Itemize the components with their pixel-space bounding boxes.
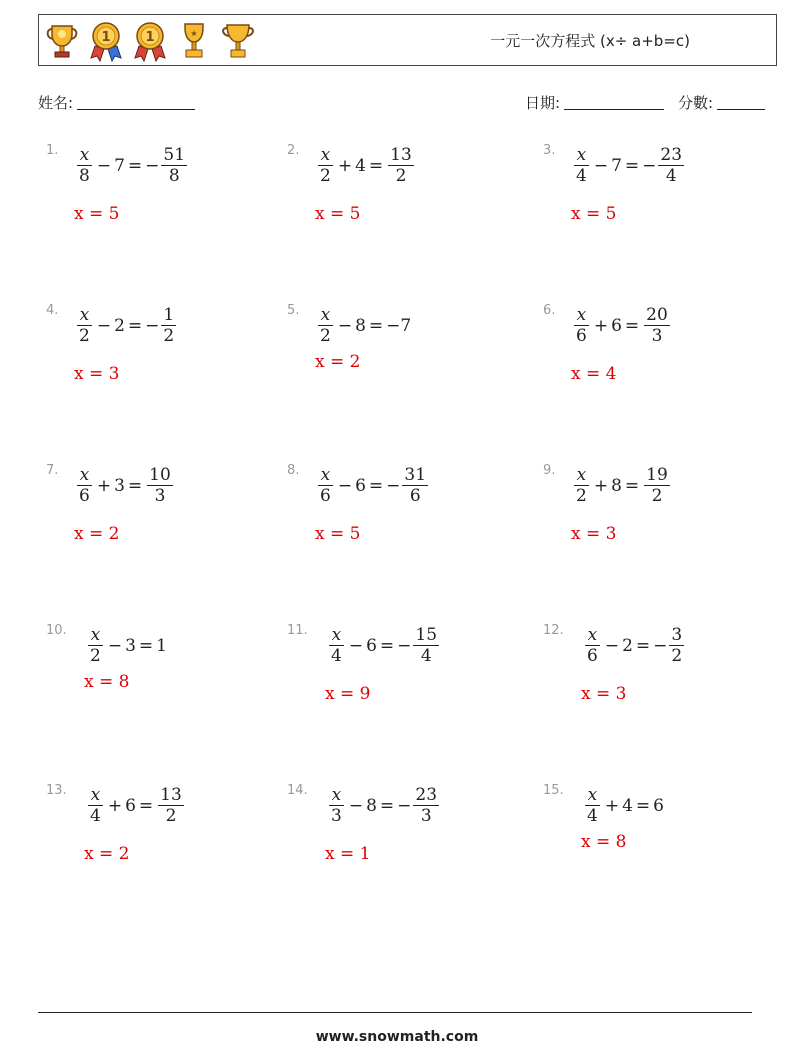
answer: x = 5 — [315, 524, 361, 544]
lhs-numerator: x — [587, 785, 598, 805]
rhs-value: 6 — [653, 795, 664, 816]
equation — [316, 465, 430, 506]
problem-item — [46, 303, 246, 413]
lhs-numerator: x — [331, 785, 342, 805]
rhs-numerator: 23 — [415, 785, 438, 805]
lhs-fraction — [329, 625, 344, 666]
rhs-denominator: 4 — [665, 166, 677, 186]
problem-number: 9. — [543, 463, 556, 478]
equals-sign: = — [138, 795, 154, 816]
score-field — [678, 92, 765, 113]
constant: 8 — [366, 795, 377, 816]
lhs-denominator: 6 — [320, 486, 331, 506]
problem-item — [46, 783, 246, 893]
icon-row — [43, 20, 257, 62]
problem-number: 11. — [287, 623, 308, 638]
lhs-denominator: 4 — [90, 806, 101, 826]
score-blank[interactable] — [717, 95, 765, 110]
rhs-denominator: 4 — [420, 646, 432, 666]
operator: + — [107, 795, 123, 816]
problem-item — [287, 623, 487, 733]
equals-sign: = — [635, 635, 651, 656]
problem-item — [287, 463, 487, 573]
rhs-sign: − — [145, 155, 160, 176]
problem-item — [543, 463, 743, 573]
operator: − — [337, 315, 353, 336]
answer: x = 4 — [571, 364, 617, 384]
constant: 6 — [611, 315, 622, 336]
problem-number: 14. — [287, 783, 308, 798]
answer: x = 5 — [74, 204, 120, 224]
constant: 2 — [622, 635, 633, 656]
problem-number: 6. — [543, 303, 556, 318]
rhs-fraction — [402, 465, 428, 506]
lhs-fraction — [77, 465, 92, 506]
rhs-sign: − — [653, 635, 668, 656]
rhs-sign: − — [386, 475, 401, 496]
lhs-denominator: 6 — [587, 646, 598, 666]
trophy-icon — [219, 20, 257, 62]
lhs-numerator: x — [90, 625, 101, 645]
lhs-numerator: x — [576, 305, 587, 325]
equation — [75, 305, 178, 346]
equation — [75, 465, 175, 506]
name-blank[interactable] — [77, 95, 195, 110]
equals-sign: = — [138, 635, 154, 656]
rhs-denominator: 2 — [395, 166, 407, 186]
equation — [316, 305, 411, 346]
operator: + — [96, 475, 112, 496]
problem-item — [543, 303, 743, 413]
equation — [572, 305, 672, 346]
rhs-denominator: 2 — [165, 806, 177, 826]
rhs-numerator: 15 — [415, 625, 438, 645]
problem-number: 1. — [46, 143, 59, 158]
worksheet-header — [38, 14, 777, 66]
operator: − — [593, 155, 609, 176]
operator: + — [337, 155, 353, 176]
equation — [572, 465, 672, 506]
answer: x = 3 — [571, 524, 617, 544]
rhs-numerator: 19 — [646, 465, 668, 485]
rhs-fraction — [161, 145, 187, 186]
lhs-fraction — [77, 305, 92, 346]
rhs-sign: − — [397, 635, 412, 656]
date-label: 日期: — [525, 94, 561, 112]
answer: x = 1 — [325, 844, 371, 864]
constant: 6 — [355, 475, 366, 496]
lhs-denominator: 6 — [576, 326, 587, 346]
operator: − — [96, 155, 112, 176]
rhs-numerator: 10 — [149, 465, 171, 485]
problem-item — [543, 623, 743, 733]
problem-number: 3. — [543, 143, 556, 158]
lhs-numerator: x — [587, 625, 598, 645]
worksheet-title: 一元一次方程式 (x÷ a+b=c) — [490, 32, 690, 50]
equals-sign: = — [368, 315, 384, 336]
problem-number: 7. — [46, 463, 59, 478]
constant: 4 — [355, 155, 366, 176]
lhs-fraction — [318, 145, 333, 186]
rhs-denominator: 3 — [651, 326, 663, 346]
equals-sign: = — [127, 315, 143, 336]
rhs-denominator: 3 — [420, 806, 432, 826]
name-label: 姓名: — [38, 94, 74, 112]
constant: 2 — [114, 315, 125, 336]
answer: x = 8 — [581, 832, 627, 852]
footer-divider — [38, 1012, 752, 1013]
rhs-denominator: 3 — [154, 486, 166, 506]
lhs-fraction — [329, 785, 344, 826]
equals-sign: = — [624, 155, 640, 176]
rhs-numerator: 51 — [163, 145, 186, 165]
date-field — [525, 92, 664, 113]
rhs-sign: − — [145, 315, 160, 336]
lhs-denominator: 2 — [576, 486, 587, 506]
lhs-denominator: 2 — [320, 166, 331, 186]
operator: − — [107, 635, 123, 656]
name-field — [38, 92, 195, 113]
lhs-fraction — [318, 305, 333, 346]
equals-sign: = — [368, 475, 384, 496]
constant: 3 — [114, 475, 125, 496]
problem-item — [543, 783, 743, 893]
equation — [75, 145, 189, 186]
problem-item — [46, 143, 246, 253]
rhs-denominator: 2 — [671, 646, 683, 666]
rhs-fraction — [669, 625, 684, 666]
operator: − — [337, 475, 353, 496]
lhs-numerator: x — [79, 145, 90, 165]
equals-sign: = — [368, 155, 384, 176]
lhs-numerator: x — [79, 465, 90, 485]
rhs-fraction — [147, 465, 173, 506]
lhs-numerator: x — [576, 145, 587, 165]
answer: x = 5 — [571, 204, 617, 224]
problem-item — [46, 623, 246, 733]
problem-item — [287, 143, 487, 253]
rhs-fraction — [413, 785, 439, 826]
equals-sign: = — [624, 475, 640, 496]
rhs-numerator: 31 — [404, 465, 427, 485]
answer: x = 2 — [84, 844, 130, 864]
problem-item — [543, 143, 743, 253]
rhs-denominator: 8 — [168, 166, 180, 186]
rhs-sign: − — [642, 155, 657, 176]
rhs-fraction — [161, 305, 176, 346]
lhs-denominator: 4 — [331, 646, 342, 666]
equation — [86, 785, 186, 826]
answer: x = 3 — [581, 684, 627, 704]
lhs-numerator: x — [320, 305, 331, 325]
lhs-fraction — [318, 465, 333, 506]
lhs-denominator: 8 — [79, 166, 90, 186]
rhs-sign: − — [397, 795, 412, 816]
lhs-denominator: 6 — [79, 486, 90, 506]
lhs-numerator: x — [79, 305, 90, 325]
rhs-denominator: 2 — [163, 326, 175, 346]
rhs-value: −7 — [386, 315, 412, 336]
problem-number: 4. — [46, 303, 59, 318]
lhs-denominator: 3 — [331, 806, 342, 826]
constant: 3 — [125, 635, 136, 656]
operator: + — [593, 315, 609, 336]
trophy-icon — [43, 20, 81, 62]
answer: x = 5 — [315, 204, 361, 224]
lhs-numerator: x — [320, 145, 331, 165]
lhs-fraction — [574, 465, 589, 506]
lhs-denominator: 2 — [320, 326, 331, 346]
answer: x = 9 — [325, 684, 371, 704]
answer: x = 3 — [74, 364, 120, 384]
rhs-fraction — [388, 145, 414, 186]
rhs-fraction — [644, 305, 670, 346]
medal-icon — [131, 20, 169, 62]
constant: 8 — [611, 475, 622, 496]
problem-item — [46, 463, 246, 573]
lhs-numerator: x — [576, 465, 587, 485]
trophy-icon — [175, 20, 213, 62]
constant: 7 — [114, 155, 125, 176]
rhs-numerator: 20 — [646, 305, 668, 325]
equation — [316, 145, 416, 186]
problem-item — [287, 783, 487, 893]
constant: 7 — [611, 155, 622, 176]
footer-url: www.snowmath.com — [315, 1029, 479, 1045]
rhs-denominator: 2 — [651, 486, 663, 506]
operator: + — [593, 475, 609, 496]
date-blank[interactable] — [564, 95, 664, 110]
lhs-fraction — [574, 145, 589, 186]
lhs-denominator: 2 — [90, 646, 101, 666]
equation — [86, 625, 167, 666]
medal-icon — [87, 20, 125, 62]
problem-number: 13. — [46, 783, 67, 798]
lhs-denominator: 4 — [587, 806, 598, 826]
operator: + — [604, 795, 620, 816]
problem-item — [287, 303, 487, 413]
problem-number: 5. — [287, 303, 300, 318]
lhs-fraction — [88, 785, 103, 826]
equals-sign: = — [379, 635, 395, 656]
problem-number: 10. — [46, 623, 67, 638]
rhs-numerator: 13 — [160, 785, 182, 805]
problem-number: 12. — [543, 623, 564, 638]
equals-sign: = — [127, 155, 143, 176]
lhs-numerator: x — [90, 785, 101, 805]
equation — [572, 145, 686, 186]
problem-number: 15. — [543, 783, 564, 798]
rhs-fraction — [644, 465, 670, 506]
rhs-numerator: 3 — [671, 625, 683, 645]
constant: 6 — [366, 635, 377, 656]
equals-sign: = — [127, 475, 143, 496]
svg-text:1: 1 — [145, 30, 155, 45]
score-label: 分數: — [678, 94, 714, 112]
rhs-numerator: 23 — [660, 145, 683, 165]
equation — [327, 625, 441, 666]
rhs-numerator: 1 — [163, 305, 175, 325]
lhs-fraction — [585, 785, 600, 826]
equals-sign: = — [635, 795, 651, 816]
lhs-fraction — [574, 305, 589, 346]
answer: x = 2 — [315, 352, 361, 372]
operator: − — [96, 315, 112, 336]
lhs-numerator: x — [320, 465, 331, 485]
rhs-numerator: 13 — [390, 145, 412, 165]
operator: − — [604, 635, 620, 656]
svg-text:1: 1 — [101, 30, 111, 45]
lhs-denominator: 2 — [79, 326, 90, 346]
lhs-denominator: 4 — [576, 166, 587, 186]
equation — [327, 785, 441, 826]
rhs-fraction — [158, 785, 184, 826]
constant: 6 — [125, 795, 136, 816]
equation — [583, 625, 686, 666]
rhs-denominator: 6 — [409, 486, 421, 506]
rhs-fraction — [413, 625, 439, 666]
lhs-fraction — [77, 145, 92, 186]
problem-number: 2. — [287, 143, 300, 158]
equals-sign: = — [379, 795, 395, 816]
lhs-fraction — [88, 625, 103, 666]
equals-sign: = — [624, 315, 640, 336]
operator: − — [348, 795, 364, 816]
lhs-numerator: x — [331, 625, 342, 645]
answer: x = 8 — [84, 672, 130, 692]
constant: 4 — [622, 795, 633, 816]
lhs-fraction — [585, 625, 600, 666]
rhs-fraction — [658, 145, 684, 186]
rhs-value: 1 — [156, 635, 167, 656]
operator: − — [348, 635, 364, 656]
answer: x = 2 — [74, 524, 120, 544]
constant: 8 — [355, 315, 366, 336]
problem-number: 8. — [287, 463, 300, 478]
svg-text:★: ★ — [190, 29, 198, 38]
equation — [583, 785, 664, 826]
